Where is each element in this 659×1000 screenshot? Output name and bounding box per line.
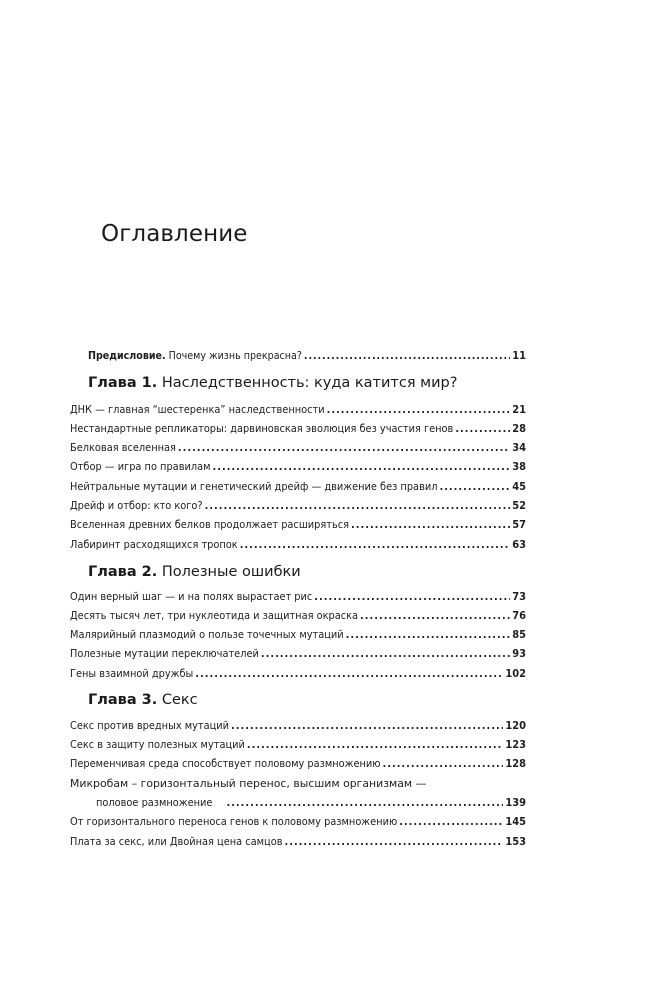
toc-entry[interactable] xyxy=(70,609,526,623)
toc-entry-title: Вселенная древних белков продолжает расширяться xyxy=(70,518,350,531)
dot-leader xyxy=(314,590,510,604)
page-number: 21 xyxy=(512,403,526,416)
page-number: 57 xyxy=(512,518,526,531)
chapter-heading[interactable] xyxy=(88,375,457,391)
chapter-heading[interactable] xyxy=(88,564,301,580)
preface-label: Предисловие. xyxy=(88,350,166,362)
page-title: Оглавление xyxy=(101,221,248,247)
toc-entry-title xyxy=(88,349,302,363)
toc-entry[interactable] xyxy=(70,815,526,829)
page-number: 93 xyxy=(512,647,526,660)
dot-leader xyxy=(240,538,511,552)
page-number: 52 xyxy=(512,499,526,512)
chapter-label: Глава 2. xyxy=(88,564,158,580)
page-number: 102 xyxy=(505,667,526,680)
toc-entry-title: Малярийный плазмодий о пользе точечных мутаций xyxy=(70,628,344,641)
toc-entry-title-line1[interactable]: Микробам – горизонтальный перенос, высшим организмам — xyxy=(70,777,427,790)
dot-leader xyxy=(360,609,510,623)
toc-entry[interactable] xyxy=(96,796,526,810)
dot-leader xyxy=(195,667,503,681)
toc-entry-title: Полезные мутации переключателей xyxy=(70,647,259,660)
page-number: 63 xyxy=(512,538,526,551)
toc-entry[interactable] xyxy=(70,499,526,513)
toc-entry-title: Секс против вредных мутаций xyxy=(70,719,230,732)
dot-leader xyxy=(327,403,511,417)
toc-entry[interactable] xyxy=(70,719,526,733)
page-number: 76 xyxy=(512,609,526,622)
dot-leader xyxy=(261,647,510,661)
toc-entry[interactable] xyxy=(70,835,526,849)
toc-entry-title: половое размножение xyxy=(96,796,213,809)
toc-entry-title: Отбор — игра по правилам xyxy=(70,460,211,473)
page-number: 120 xyxy=(505,719,526,732)
page-number: 123 xyxy=(505,738,526,751)
toc-entry-title: Один верный шаг — и на полях вырастает рис xyxy=(70,590,313,603)
toc-entry[interactable] xyxy=(70,480,526,494)
page-number: 11 xyxy=(512,349,526,362)
toc-entry-title: Гены взаимной дружбы xyxy=(70,667,194,680)
toc-entry-title: Белковая вселенная xyxy=(70,441,176,454)
toc-entry[interactable] xyxy=(70,667,526,681)
dot-leader xyxy=(178,441,510,455)
toc-entry-title: Лабиринт расходящихся тропок xyxy=(70,538,238,551)
page-number: 28 xyxy=(512,422,526,435)
dot-leader xyxy=(439,480,510,494)
dot-leader xyxy=(351,518,510,532)
chapter-heading[interactable] xyxy=(88,692,198,708)
dot-leader xyxy=(205,499,511,513)
dot-leader xyxy=(231,719,503,733)
page-number: 85 xyxy=(512,628,526,641)
toc-entry[interactable] xyxy=(70,403,526,417)
page-number: 73 xyxy=(512,590,526,603)
toc-entry-title: ДНК — главная “шестеренка” наследственности xyxy=(70,403,325,416)
toc-entry[interactable] xyxy=(70,738,526,752)
toc-entry[interactable] xyxy=(70,422,526,436)
toc-entry[interactable] xyxy=(70,590,526,604)
toc-entry-title: Дрейф и отбор: кто кого? xyxy=(70,499,203,512)
dot-leader xyxy=(304,349,510,363)
chapter-title: Полезные ошибки xyxy=(161,564,301,580)
page-number: 45 xyxy=(512,480,526,493)
dot-leader xyxy=(247,738,503,752)
page-number: 139 xyxy=(505,796,526,809)
dot-leader xyxy=(213,460,511,474)
page-number: 145 xyxy=(505,815,526,828)
dot-leader xyxy=(346,628,511,642)
toc-entry-title: Нестандартные репликаторы: дарвиновская эволюция без участия генов xyxy=(70,422,454,435)
dot-leader xyxy=(383,757,504,771)
toc-entry[interactable] xyxy=(70,441,526,455)
toc-entry-title: Нейтральные мутации и генетический дрейф — движение без правил xyxy=(70,480,438,493)
page-number: 153 xyxy=(505,835,526,848)
toc-entry-title: От горизонтального переноса генов к половому размножению xyxy=(70,815,398,828)
dot-leader xyxy=(399,815,503,829)
toc-entry-title: Плата за секс, или Двойная цена самцов xyxy=(70,835,283,848)
dot-leader xyxy=(284,835,503,849)
toc-entry[interactable] xyxy=(70,460,526,474)
chapter-label: Глава 1. xyxy=(88,375,158,391)
toc-entry-title: Переменчивая среда способствует половому размножению xyxy=(70,757,381,770)
toc-entry-preface[interactable] xyxy=(88,349,526,363)
dot-leader xyxy=(226,796,503,810)
toc-entry-title: Секс в защиту полезных мутаций xyxy=(70,738,245,751)
toc-entry[interactable] xyxy=(70,628,526,642)
preface-title: Почему жизнь прекрасна? xyxy=(168,350,302,362)
toc-entry-title: Десять тысяч лет, три нуклеотида и защитная окраска xyxy=(70,609,359,622)
toc-entry[interactable] xyxy=(70,538,526,552)
chapter-label: Глава 3. xyxy=(88,692,158,708)
toc-entry[interactable] xyxy=(70,647,526,661)
chapter-title: Наследственность: куда катится мир? xyxy=(161,375,458,391)
chapter-title: Секс xyxy=(161,692,198,708)
dot-leader xyxy=(455,422,510,436)
page-number: 34 xyxy=(512,441,526,454)
page-number: 128 xyxy=(505,757,526,770)
page-number: 38 xyxy=(512,460,526,473)
toc-entry[interactable] xyxy=(70,757,526,771)
toc-entry[interactable] xyxy=(70,518,526,532)
